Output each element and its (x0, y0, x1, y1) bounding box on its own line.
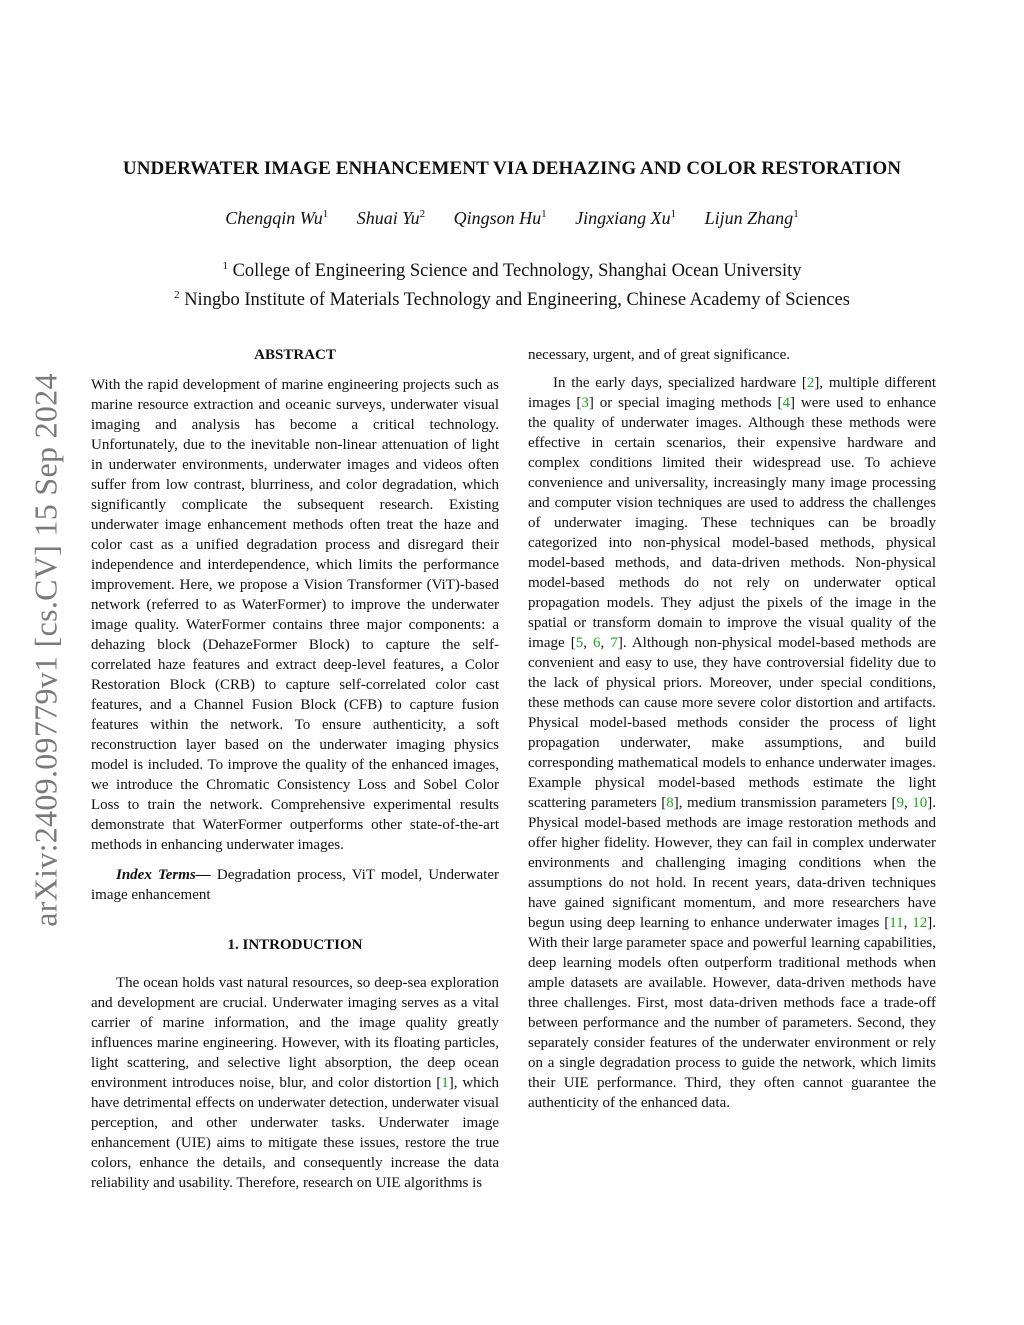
intro-p2-text: ]. With their large parameter space and powerful learning capabilities, deep learning models often outperform traditional methods when ample datasets are available. However, data-driven methods have three challenges. First, most data-driven methods face a trade-off between performance and the number of parameters. Second, they separately consider features of the underwater environment or rely on a single degradation process to guide the network, which limits their UIE performance. Third, they often cannot guarantee the authenticity of the enhanced data. (528, 915, 936, 1111)
affiliation-line (0, 254, 1024, 283)
index-terms-text: Degradation process, ViT model, Underwater image enhancement (91, 867, 499, 903)
intro-p2-text: ]. Although non-physical model-based methods are convenient and easy to use, they have controversial fidelity due to the lack of physical priors. Moreover, under special conditions, these methods can cause more severe color distortion and artifacts. Physical model-based methods consider the process of light propagation underwater, make assumptions, and build corresponding mathematical models to enhance underwater images. Example physical model-based methods estimate the light scattering parameters [ (528, 635, 936, 811)
author (357, 208, 425, 228)
intro-p2-text: , (583, 635, 594, 651)
citation-link[interactable]: 10 (912, 795, 928, 811)
affiliation-number: 1 (222, 260, 228, 272)
intro-p2-text: In the early days, specialized hardware [ (553, 375, 807, 391)
affiliation-number: 2 (174, 289, 180, 302)
abstract-text: With the rapid development of marine engineering projects such as marine resource extraction and oceanic surveys, underwater visual imaging and analysis has become a critical technology. Unfortunately, due to the inevitable non-linear attenuation of light in underwater environments, underwater images and videos often suffer from low contrast, blurriness, and color degradation, which significantly complicate the subsequent research. Existing underwater image enhancement methods often treat the haze and color cast as a unified degradation process and disregard their independence and interdependence, which limits the performance improvement. Here, we propose a Vision Transformer (ViT)-based network (referred to as WaterFormer) to improve the underwater image quality. WaterFormer contains three major components: a dehazing block (DehazeFormer Block) to capture the self-correlated haze features and extract deep-level features, a Color Restoration Block (CRB) to capture self-correlated color cast features, and a Channel Fusion Block (CFB) to capture fusion features within the network. To ensure authenticity, a soft reconstruction layer based on the underwater imaging physics model is included. To improve the quality of the enhanced images, we introduce the Chromatic Consistency Loss and Sobel Color Loss to train the network. Comprehensive experimental results demonstrate that WaterFormer outperforms other state-of-the-art methods in enhancing underwater images. (91, 377, 499, 853)
intro-p2-text: ]. Physical model-based methods are image restoration methods and offer higher fidelity. However, they can fail in complex underwater environments and challenging imaging conditions when the assumptions do not hold. In recent years, data-driven techniques have gained significant momentum, and more researchers have begun using deep learning to enhance underwater images [ (528, 795, 936, 931)
intro-paragraph-1-continued: necessary, urgent, and of great significance. (528, 347, 790, 363)
citation-link[interactable]: 9 (896, 795, 904, 811)
affiliation-text: College of Engineering Science and Technology, Shanghai Ocean University (232, 261, 802, 282)
intro-p2-text: ], medium transmission parameters [ (673, 795, 897, 811)
author (225, 208, 328, 228)
author-affiliation-mark: 1 (541, 208, 547, 220)
author-affiliation-mark: 1 (793, 208, 799, 220)
intro-p2-text: ] or special imaging methods [ (588, 395, 783, 411)
citation-link[interactable]: 2 (806, 375, 815, 391)
citation-link[interactable]: 12 (912, 915, 928, 931)
intro-p2-text: ] were used to enhance the quality of underwater images. Although these methods were effective in certain scenarios, their expensive hardware and complex conditions limited their widespread use. To achieve convenience and universality, increasingly many image processing and computer vision techniques are used to address the challenges of underwater imaging. These techniques can be broadly categorized into non-physical model-based methods, physical model-based methods, and data-driven methods. Non-physical model-based methods do not rely on underwater optical propagation models. They adjust the pixels of the image in the spatial or transform domain to improve the visual quality of the image [ (528, 395, 937, 651)
intro-p1-text: ], which have detrimental effects on underwater detection, underwater visual perception, and other underwater tasks. Underwater image enhancement (UIE) aims to mitigate these issues, restore the true colors, enhance the details, and consequently increase the data reliability and usability. Therefore, research on UIE algorithms is (91, 1075, 499, 1191)
affiliation-text: Ningbo Institute of Materials Technology and Engineering, Chinese Academy of Sciences (184, 290, 850, 311)
introduction-heading: 1. INTRODUCTION (227, 937, 363, 953)
abstract-heading: ABSTRACT (254, 347, 336, 363)
intro-p2-text: , (903, 915, 913, 931)
citation-link[interactable]: 1 (441, 1075, 449, 1091)
author (705, 208, 799, 228)
citation-link[interactable]: 7 (610, 635, 618, 651)
author-affiliation-mark: 1 (322, 208, 329, 220)
author-affiliation-mark: 2 (419, 208, 426, 220)
affiliations (0, 254, 1024, 312)
author (454, 208, 547, 228)
author-affiliation-mark: 1 (670, 208, 677, 220)
author-name: Jingxiang Xu (575, 208, 671, 228)
author-list (0, 208, 1024, 229)
author-name: Chengqin Wu (225, 208, 323, 228)
author (575, 208, 676, 228)
citation-link[interactable]: 11 (889, 915, 904, 931)
arxiv-stamp (22, 355, 70, 945)
citation-link[interactable]: 5 (575, 635, 584, 651)
citation-link[interactable]: 4 (782, 395, 790, 411)
intro-p2-text: ], multiple different images [ (528, 375, 936, 411)
affiliation-line (0, 283, 1024, 312)
citation-link[interactable]: 6 (593, 635, 601, 651)
left-column (91, 345, 499, 1193)
arxiv-stamp-text: arXiv:2409.09779v1 [cs.CV] 15 Sep 2024 (27, 373, 64, 927)
author-name: Qingson Hu (453, 208, 542, 228)
author-name: Shuai Yu (356, 208, 420, 228)
paper-title: UNDERWATER IMAGE ENHANCEMENT VIA DEHAZING AND COLOR RESTORATION (122, 158, 902, 179)
author-name: Lijun Zhang (704, 208, 794, 228)
intro-paragraph-2 (528, 373, 936, 1113)
intro-paragraph-1 (91, 973, 499, 1193)
intro-p2-text: , (600, 635, 611, 651)
citation-link[interactable]: 3 (581, 395, 589, 411)
index-terms-label: Index Terms— (116, 867, 211, 883)
intro-p2-text: , (903, 795, 913, 811)
intro-p1-text: The ocean holds vast natural resources, so deep-sea exploration and development are crucial. Underwater imaging serves as a vital carrier of marine information, and the image quality greatly influences marine engineering. However, with its floating particles, light scattering, and selective light absorption, the deep ocean environment introduces noise, blur, and color distortion [ (91, 975, 499, 1091)
right-column (528, 345, 936, 1113)
index-terms (91, 865, 499, 905)
citation-link[interactable]: 8 (666, 795, 674, 811)
